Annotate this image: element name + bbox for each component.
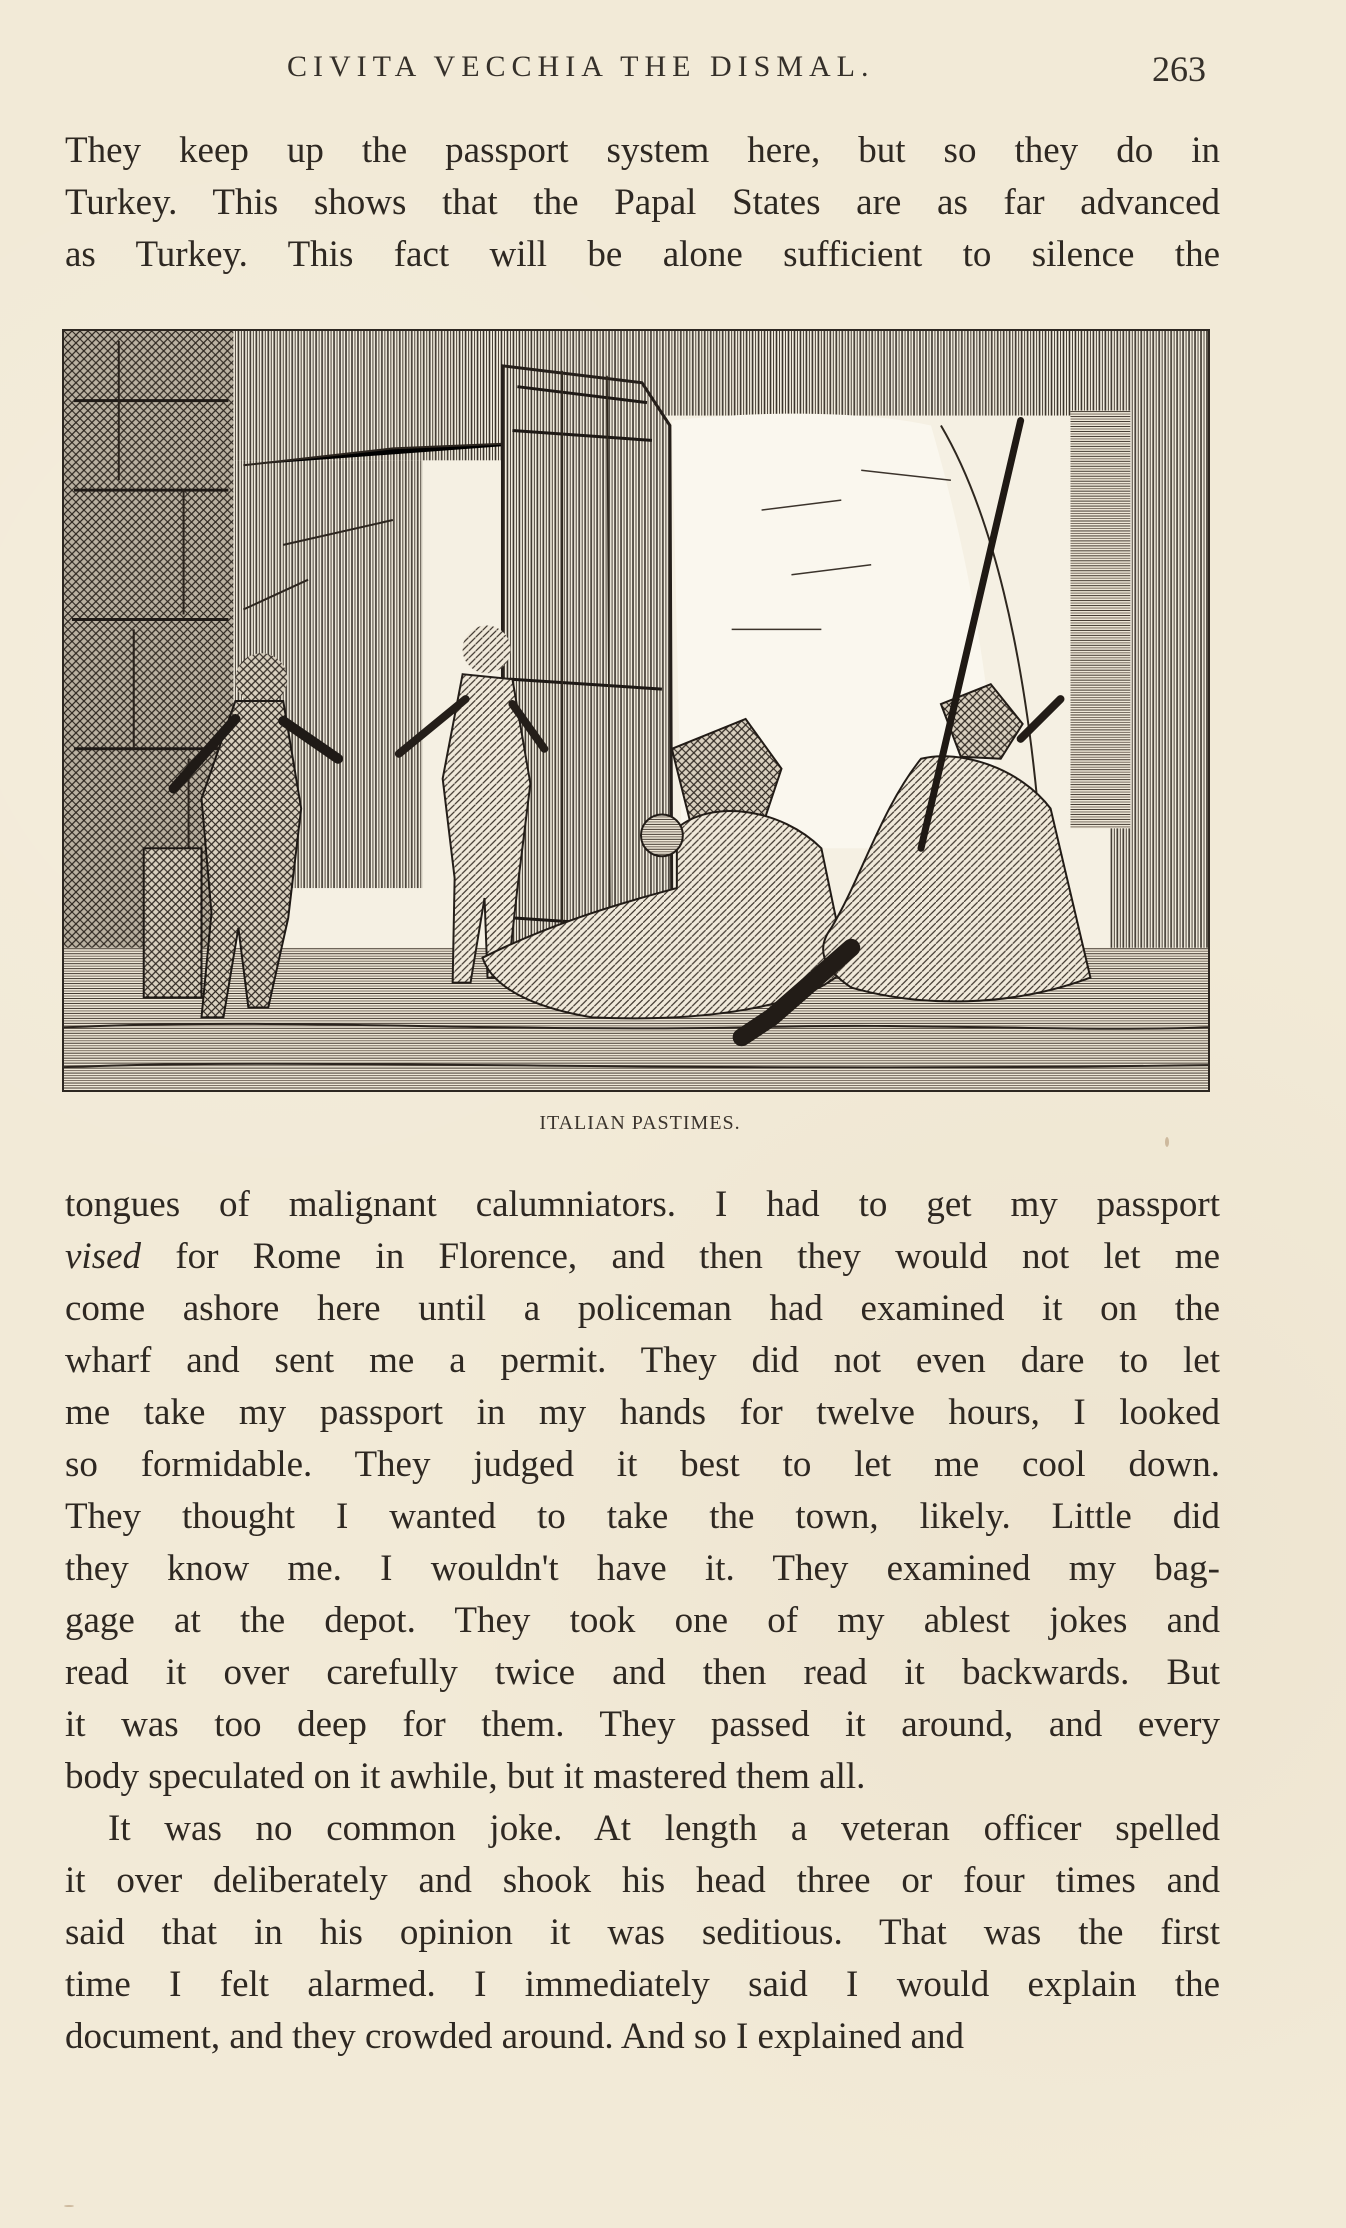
body-line: tongues of malignant calumniators. I had to get my passport [65,1184,1220,1225]
body-line: it over deliberately and shook his head three or four times and [65,1860,1220,1901]
body-line: document, and they crowded around. And so I explained and [65,2016,965,2057]
engraving-illustration [62,329,1210,1092]
body-line: Turkey. This shows that the Papal States are as far advanced [65,182,1220,223]
paper-speck [64,2205,74,2207]
body-line: as Turkey. This fact will be alone sufficient to silence the [65,234,1220,275]
body-line: gage at the depot. They took one of my ablest jokes and [65,1600,1220,1641]
body-line: time I felt alarmed. I immediately said I would explain the [65,1964,1220,2005]
body-line [65,1236,1220,1278]
body-line: it was too deep for them. They passed it around, and every [65,1704,1220,1745]
body-line: read it over carefully twice and then read it backwards. But [65,1652,1220,1693]
body-line: so formidable. They judged it best to let me cool down. [65,1444,1220,1485]
body-line: come ashore here until a policeman had examined it on the [65,1288,1220,1329]
body-line: they know me. I wouldn't have it. They examined my bag- [65,1548,1220,1589]
paper-speck [1165,1137,1169,1147]
body-line: They keep up the passport system here, but so they do in [65,130,1220,171]
body-line: wharf and sent me a permit. They did not even dare to let [65,1340,1220,1381]
body-line: said that in his opinion it was seditious. That was the first [65,1912,1220,1953]
illustration-caption: ITALIAN PASTIMES. [539,1112,741,1134]
body-line: It was no common joke. At length a veteran officer spelled [108,1808,1220,1849]
italic-word: vised [65,1236,142,1277]
running-head: CIVITA VECCHIA THE DISMAL. [287,50,875,83]
line-remainder: for Rome in Florence, and then they would not let me [141,1236,1220,1277]
body-line: They thought I wanted to take the town, likely. Little did [65,1496,1220,1537]
body-line: body speculated on it awhile, but it mastered them all. [65,1756,866,1797]
body-line: me take my passport in my hands for twelve hours, I looked [65,1392,1220,1433]
page-number: 263 [1152,49,1206,89]
illustration-drawing [64,331,1208,1090]
